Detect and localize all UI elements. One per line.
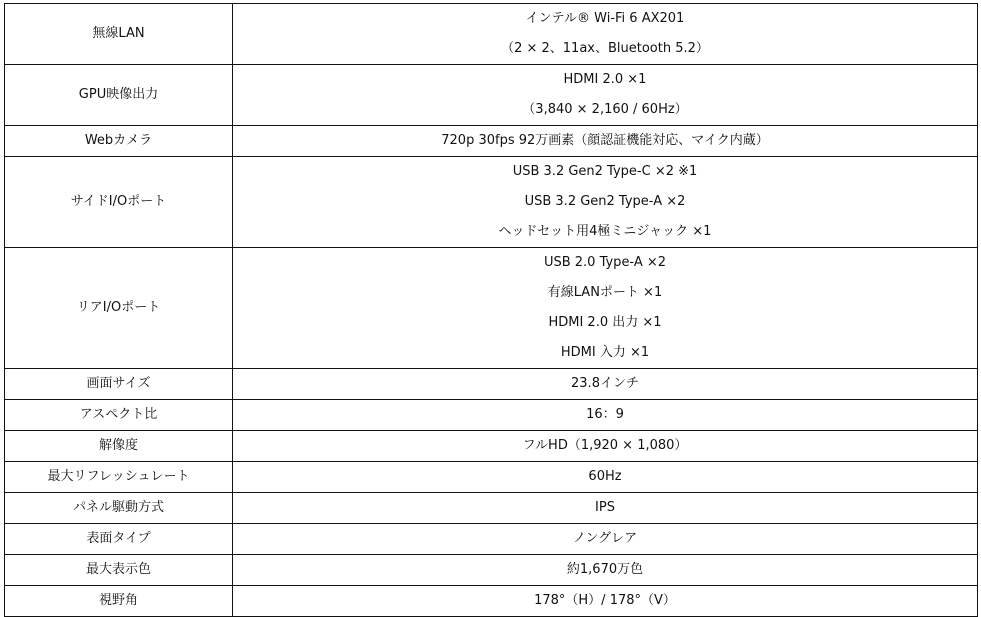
table-row-viewing-angle xyxy=(5,586,978,617)
row-label: 視野角 xyxy=(5,586,233,617)
row-label: アスペクト比 xyxy=(5,400,233,431)
row-label: 表面タイプ xyxy=(5,524,233,555)
value-line: 約1,670万色 xyxy=(566,562,644,577)
table-row-side-io xyxy=(5,157,978,248)
value-line: 720p 30fps 92万画素（顔認証機能対応、マイク内蔵） xyxy=(441,133,769,148)
spec-table xyxy=(4,3,978,617)
table-row-screen-size xyxy=(5,369,978,400)
row-label: パネル駆動方式 xyxy=(5,493,233,524)
row-value xyxy=(233,462,978,493)
row-value xyxy=(233,157,978,248)
row-label: リアI/Oポート xyxy=(5,248,233,369)
row-label: GPU映像出力 xyxy=(5,65,233,126)
value-line: IPS xyxy=(595,500,615,515)
row-value xyxy=(233,4,978,65)
row-label: 解像度 xyxy=(5,431,233,462)
table-row-webcam xyxy=(5,126,978,157)
row-value xyxy=(233,65,978,126)
table-row-max-colors xyxy=(5,555,978,586)
row-label: 最大リフレッシュレート xyxy=(5,462,233,493)
value-line: USB 2.0 Type-A ×2 xyxy=(543,255,667,270)
row-label: 無線LAN xyxy=(5,4,233,65)
value-line: 16：9 xyxy=(586,407,624,422)
value-line: フルHD（1,920 × 1,080） xyxy=(522,438,688,453)
row-label: 画面サイズ xyxy=(5,369,233,400)
value-line: 178°（H）/ 178°（V） xyxy=(534,593,676,608)
row-label: Webカメラ xyxy=(5,126,233,157)
row-value xyxy=(233,126,978,157)
value-line: HDMI 入力 ×1 xyxy=(560,345,650,360)
value-line: 23.8インチ xyxy=(571,376,639,391)
table-row-refresh-rate xyxy=(5,462,978,493)
row-value xyxy=(233,555,978,586)
value-line: 60Hz xyxy=(588,469,622,484)
table-row-rear-io xyxy=(5,248,978,369)
row-value xyxy=(233,248,978,369)
row-value xyxy=(233,369,978,400)
value-line: インテル® Wi-Fi 6 AX201 xyxy=(525,11,685,26)
table-row-panel-type xyxy=(5,493,978,524)
value-line: （3,840 × 2,160 / 60Hz） xyxy=(522,102,688,117)
row-label: サイドI/Oポート xyxy=(5,157,233,248)
row-value xyxy=(233,524,978,555)
value-line: ヘッドセット用4極ミニジャック ×1 xyxy=(498,224,712,239)
row-value xyxy=(233,431,978,462)
row-value xyxy=(233,493,978,524)
value-line: HDMI 2.0 ×1 xyxy=(563,72,647,87)
table-row-surface-type xyxy=(5,524,978,555)
row-value xyxy=(233,400,978,431)
value-line: ノングレア xyxy=(572,531,638,546)
row-value xyxy=(233,586,978,617)
table-row-aspect-ratio xyxy=(5,400,978,431)
table-row-wireless-lan xyxy=(5,4,978,65)
table-row-gpu-output xyxy=(5,65,978,126)
value-line: （2 × 2、11ax、Bluetooth 5.2） xyxy=(501,41,709,56)
row-label: 最大表示色 xyxy=(5,555,233,586)
value-line: 有線LANポート ×1 xyxy=(547,285,663,300)
value-line: USB 3.2 Gen2 Type-C ×2 ※1 xyxy=(512,164,698,179)
value-line: HDMI 2.0 出力 ×1 xyxy=(548,315,662,330)
table-row-resolution xyxy=(5,431,978,462)
value-line: USB 3.2 Gen2 Type-A ×2 xyxy=(524,194,686,209)
